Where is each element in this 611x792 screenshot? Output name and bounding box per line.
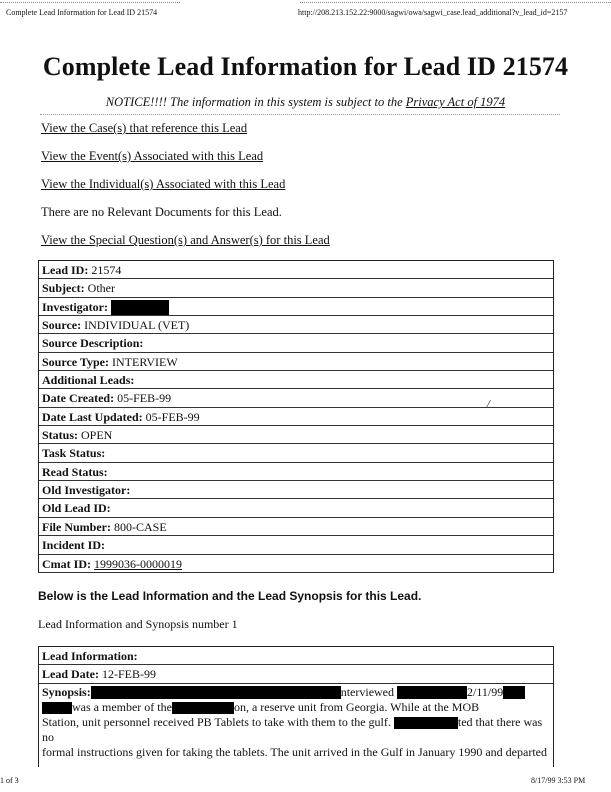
field-value: INDIVIDUAL (VET): [84, 318, 190, 333]
lead-information-row: [39, 647, 553, 665]
view-individuals-link[interactable]: View the Individual(s) Associated with this Lead: [41, 177, 286, 191]
field-value: 21574: [91, 263, 122, 277]
redaction-block: [172, 702, 234, 714]
investigator-row: [39, 298, 553, 316]
field-label: Additional Leads:: [42, 373, 135, 388]
field-label: Investigator:: [42, 299, 108, 314]
synopsis-fragment: 2/11/99: [467, 684, 504, 699]
source-type-row: [39, 353, 553, 371]
field-label: Subject:: [42, 281, 85, 296]
field-label: Source Description:: [42, 336, 144, 351]
field-label: Read Status:: [42, 464, 108, 479]
synopsis-line-4: formal instructions given for taking the tablets. The unit arrived in the Gulf in January 1990 and departed: [42, 744, 547, 759]
cmat-id-row: [39, 555, 553, 573]
synopsis-heading: Below is the Lead Information and the Lead Synopsis for this Lead.: [38, 589, 422, 603]
incident-id-row: [39, 536, 553, 554]
field-value: 12-FEB-99: [102, 667, 156, 682]
field-label: Old Investigator:: [42, 483, 131, 498]
field-label: Source Type:: [42, 354, 110, 369]
redaction-block: [397, 686, 467, 699]
synopsis-row: [39, 684, 553, 761]
redaction-block: [42, 702, 72, 714]
header-rule-right: [300, 2, 611, 3]
field-label: Lead Date:: [42, 667, 99, 682]
privacy-notice: [0, 95, 611, 110]
notice-text: NOTICE!!!! The information in this system is subject to the: [105, 95, 403, 109]
redaction-block: [394, 717, 458, 729]
date-created-row: [39, 389, 553, 407]
redaction-block: [503, 686, 525, 699]
synopsis-subheading: Lead Information and Synopsis number 1: [38, 617, 238, 631]
task-status-row: [39, 444, 553, 462]
field-label: Old Lead ID:: [42, 501, 111, 516]
field-label: Incident ID:: [42, 538, 106, 553]
lead-date-row: [39, 665, 553, 683]
field-value: Other: [87, 281, 115, 296]
cmat-id-link[interactable]: 1999036-0000019: [94, 556, 182, 571]
print-header-url: http://208.213.152.22:9000/sagwi/owa/sagwi_case.lead_additional?v_lead_id=2157: [298, 8, 568, 17]
print-header-title: Complete Lead Information for Lead ID 21574: [6, 8, 158, 17]
synopsis-line-1: [42, 685, 553, 700]
field-label: Lead ID:: [42, 263, 89, 277]
source-row: [39, 316, 553, 334]
additional-leads-row: [39, 371, 553, 389]
field-label: Synopsis:: [42, 684, 91, 699]
old-investigator-row: [39, 481, 553, 499]
synopsis-table: [38, 646, 554, 767]
lead-details-table: [38, 260, 554, 573]
stray-pen-mark: /: [487, 398, 491, 410]
redaction-block: [91, 686, 341, 699]
page-title: Complete Lead Information for Lead ID 21574: [42, 52, 569, 81]
field-label: Status:: [42, 428, 79, 443]
print-datetime: 8/17/99 3:53 PM: [531, 776, 586, 785]
synopsis-fragment: on, a reserve unit from Georgia. While at the MOB: [233, 699, 480, 714]
source-description-row: [39, 334, 553, 352]
read-status-row: [39, 463, 553, 481]
old-lead-id-row: [39, 499, 553, 517]
field-label: Task Status:: [42, 446, 106, 461]
file-number-row: [39, 518, 553, 536]
synopsis-line-2: [42, 700, 553, 715]
redaction-block: [111, 300, 169, 315]
field-label: Cmat ID:: [42, 556, 91, 571]
view-questions-link[interactable]: View the Special Question(s) and Answer(s) for this Lead: [41, 233, 330, 247]
field-label: Date Last Updated:: [42, 409, 143, 424]
synopsis-line-3: [42, 715, 553, 745]
field-label: Source:: [42, 318, 82, 333]
field-value: 05-FEB-99: [145, 409, 200, 424]
date-last-updated-row: [39, 408, 553, 426]
field-label: Date Created:: [42, 391, 115, 406]
field-label: Lead Information:: [42, 649, 138, 663]
field-value: INTERVIEW: [112, 354, 178, 369]
subject-row: [39, 279, 553, 297]
field-label: File Number:: [42, 519, 111, 534]
view-cases-link[interactable]: View the Case(s) that reference this Lead: [41, 121, 248, 135]
field-value: OPEN: [81, 428, 113, 443]
status-row: [39, 426, 553, 444]
field-value: 800-CASE: [113, 519, 167, 534]
no-documents-text: There are no Relevant Documents for this Lead.: [41, 205, 282, 219]
lead-id-row: [39, 261, 553, 279]
privacy-act-link[interactable]: Privacy Act of 1974: [405, 95, 506, 109]
header-rule-left: [0, 2, 180, 3]
synopsis-fragment: Station, unit personnel received PB Tablets to take with them to the gulf.: [42, 714, 391, 729]
view-events-link[interactable]: View the Event(s) Associated with this Lead: [41, 149, 264, 163]
notice-divider: [40, 114, 560, 115]
synopsis-fragment: ted that there was no: [42, 714, 543, 744]
field-value: 05-FEB-99: [117, 391, 172, 406]
synopsis-fragment: was a member of the: [72, 699, 172, 714]
page-number: 1 of 3: [0, 776, 19, 785]
synopsis-fragment: nterviewed: [340, 684, 395, 699]
